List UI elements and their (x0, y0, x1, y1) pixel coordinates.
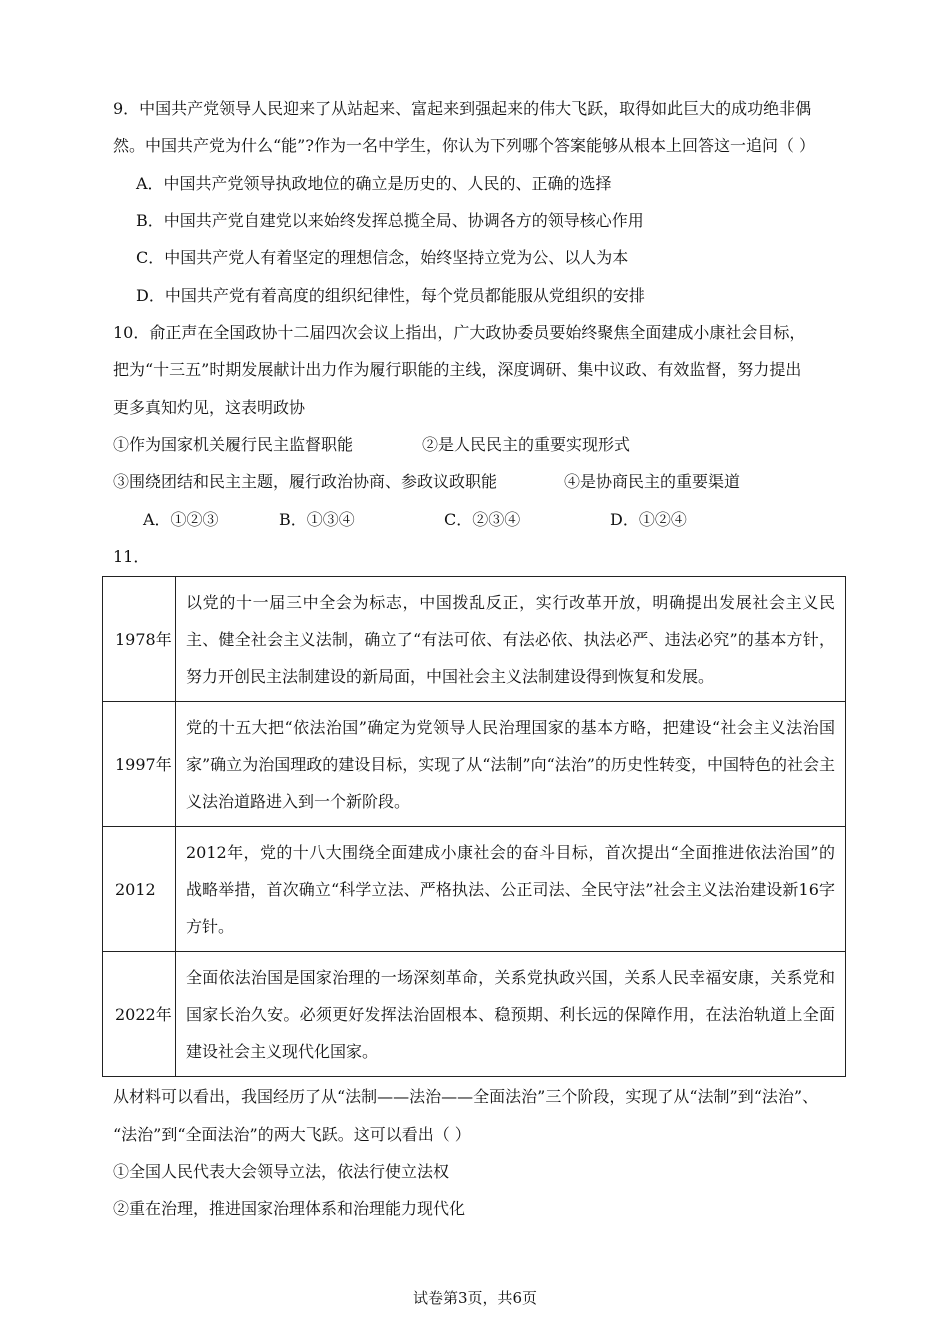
q10-statement-4: ④是协商民主的重要渠道 (564, 472, 741, 491)
q10-choice-c: C．②③④ (444, 510, 521, 529)
table-row (103, 702, 846, 827)
q10-choice-b: B．①③④ (279, 510, 355, 529)
q9-stem-line-2: 然。中国共产党为什么“能”?作为一名中学生，你认为下列哪个答案能够从根本上回答这一追问（ ） (113, 136, 816, 155)
q9-option-c: C．中国共产党人有着坚定的理想信念，始终坚持立党为公、以人为本 (136, 248, 629, 267)
table-text-cell: 全面依法治国是国家治理的一场深刻革命，关系党执政兴国，关系人民幸福安康，关系党和国家长治久安。必须更好发挥法治固根本、稳预期、利长远的保障作用，在法治轨道上全面建设社会主义现代化国家。 (176, 952, 846, 1077)
q10-choice-d: D．①②④ (610, 510, 687, 529)
table-text-cell: 以党的十一届三中全会为标志，中国拨乱反正，实行改革开放，明确提出发展社会主义民主、健全社会主义法制，确立了“有法可依、有法必依、执法必严、违法必究”的基本方针，努力开创民主法制建设的新局面，中国社会主义法制建设得到恢复和发展。 (176, 577, 846, 702)
page-footer: 试卷第3页，共6页 (412, 1289, 538, 1307)
q10-statement-1: ①作为国家机关履行民主监督职能 (113, 435, 354, 454)
q9-option-b: B．中国共产党自建党以来始终发挥总揽全局、协调各方的领导核心作用 (136, 211, 644, 230)
q11-statement-2: ②重在治理，推进国家治理体系和治理能力现代化 (113, 1199, 466, 1218)
legal-history-table (102, 576, 846, 1077)
q9-stem-line-1: 9．中国共产党领导人民迎来了从站起来、富起来到强起来的伟大飞跃，取得如此巨大的成功绝非偶 (113, 99, 812, 118)
q10-stem-line-1: 10．俞正声在全国政协十二届四次会议上指出，广大政协委员要始终聚焦全面建成小康社会目标， (113, 323, 806, 342)
table-year-cell: 1978年 (103, 577, 176, 702)
table-year-cell: 2022年 (103, 952, 176, 1077)
table-text-cell: 2012年，党的十八大围绕全面建成小康社会的奋斗目标，首次提出“全面推进依法治国”的战略举措，首次确立“科学立法、严格执法、公正司法、全民守法”社会主义法治建设新16字方针。 (176, 827, 846, 952)
q11-after-line-1: 从材料可以看出，我国经历了从“法制——法治——全面法治”三个阶段，实现了从“法制”到“法治”、 (113, 1087, 819, 1106)
q9-option-a: A．中国共产党领导执政地位的确立是历史的、人民的、正确的选择 (136, 174, 612, 193)
table-row (103, 577, 846, 702)
q10-stem-line-3: 更多真知灼见，这表明政协 (113, 398, 306, 417)
q10-statement-3: ③围绕团结和民主主题，履行政治协商、参政议政职能 (113, 472, 498, 491)
q9-option-d: D．中国共产党有着高度的组织纪律性，每个党员都能服从党组织的安排 (136, 286, 645, 305)
table-row (103, 827, 846, 952)
q10-stem-line-2: 把为“十三五”时期发展献计出力作为履行职能的主线，深度调研、集中议政、有效监督，努力提出 (113, 360, 802, 379)
table-year-cell: 2012 (103, 827, 176, 952)
table-year-cell: 1997年 (103, 702, 176, 827)
table-text-cell: 党的十五大把“依法治国”确定为党领导人民治理国家的基本方略，把建设“社会主义法治国家”确立为治国理政的建设目标，实现了从“法制”向“法治”的历史性转变，中国特色的社会主义法治道路进入到一个新阶段。 (176, 702, 846, 827)
q10-choice-a: A．①②③ (143, 510, 219, 529)
table-row (103, 952, 846, 1077)
q11-after-line-2: “法治”到“全面法治”的两大飞跃。这可以看出（ ） (113, 1125, 471, 1144)
q11-statement-1: ①全国人民代表大会领导立法，依法行使立法权 (113, 1162, 450, 1181)
q10-statement-2: ②是人民民主的重要实现形式 (422, 435, 631, 454)
q11-number: 11． (113, 547, 150, 566)
